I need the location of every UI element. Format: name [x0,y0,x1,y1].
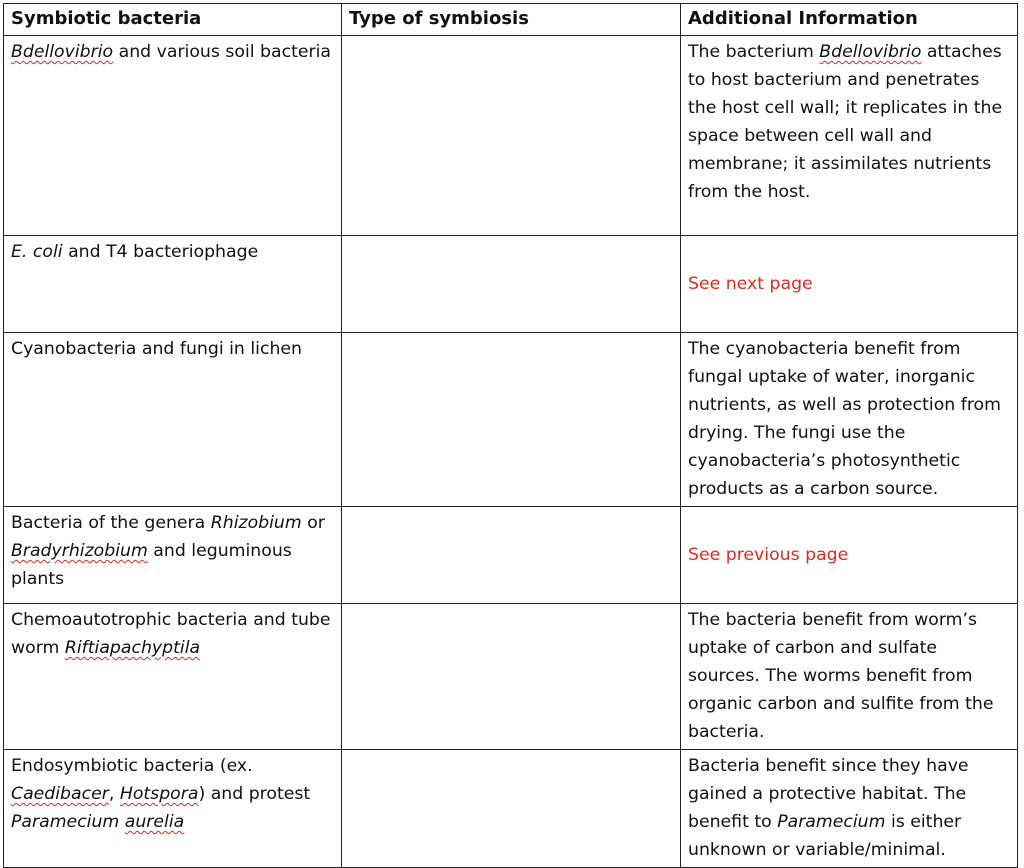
header-row [4,4,1018,36]
bacteria-cell: Bacteria of the genera Rhizobium or Bradyrhizobium and leguminous plants [4,507,342,604]
header-symbiotic-bacteria: Symbiotic bacteria [4,4,342,36]
info-cell: The cyanobacteria benefit from fungal uptake of water, inorganic nutrients, as well as protection from drying. The fungi use the cyanobacteria’s photosynthetic products as a carbon source. [681,333,1018,507]
header-additional-information: Additional Information [681,4,1018,36]
type-cell[interactable] [342,604,681,750]
bacteria-cell: Bdellovibrio and various soil bacteria [4,36,342,236]
table-row [4,333,1018,507]
type-cell[interactable] [342,236,681,333]
symbiosis-table [3,3,1018,868]
table-row [4,750,1018,868]
table-row [4,236,1018,333]
bacteria-cell: Endosymbiotic bacteria (ex. Caedibacer, Hotspora) and protest Paramecium aurelia [4,750,342,868]
table-row [4,604,1018,750]
info-cell: The bacterium Bdellovibrio attaches to host bacterium and penetrates the host cell wall; it replicates in the space between cell wall and membrane; it assimilates nutrients from the host. [681,36,1018,236]
info-cell [681,236,1018,333]
type-cell[interactable] [342,333,681,507]
type-cell[interactable] [342,507,681,604]
table-row [4,507,1018,604]
type-cell[interactable] [342,36,681,236]
see-next-page-note: See next page [688,273,813,294]
info-cell [681,507,1018,604]
bacteria-cell: Chemoautotrophic bacteria and tube worm Riftiapachyptila [4,604,342,750]
header-type-of-symbiosis: Type of symbiosis [342,4,681,36]
info-cell: The bacteria benefit from worm’s uptake of carbon and sulfate sources. The worms benefit from organic carbon and sulfite from the bacteria. [681,604,1018,750]
bacteria-cell: Cyanobacteria and fungi in lichen [4,333,342,507]
info-cell: Bacteria benefit since they have gained a protective habitat. The benefit to Paramecium is either unknown or variable/minimal. [681,750,1018,868]
table-row [4,36,1018,236]
type-cell[interactable] [342,750,681,868]
see-previous-page-note: See previous page [688,544,849,565]
bacteria-cell: E. coli and T4 bacteriophage [4,236,342,333]
